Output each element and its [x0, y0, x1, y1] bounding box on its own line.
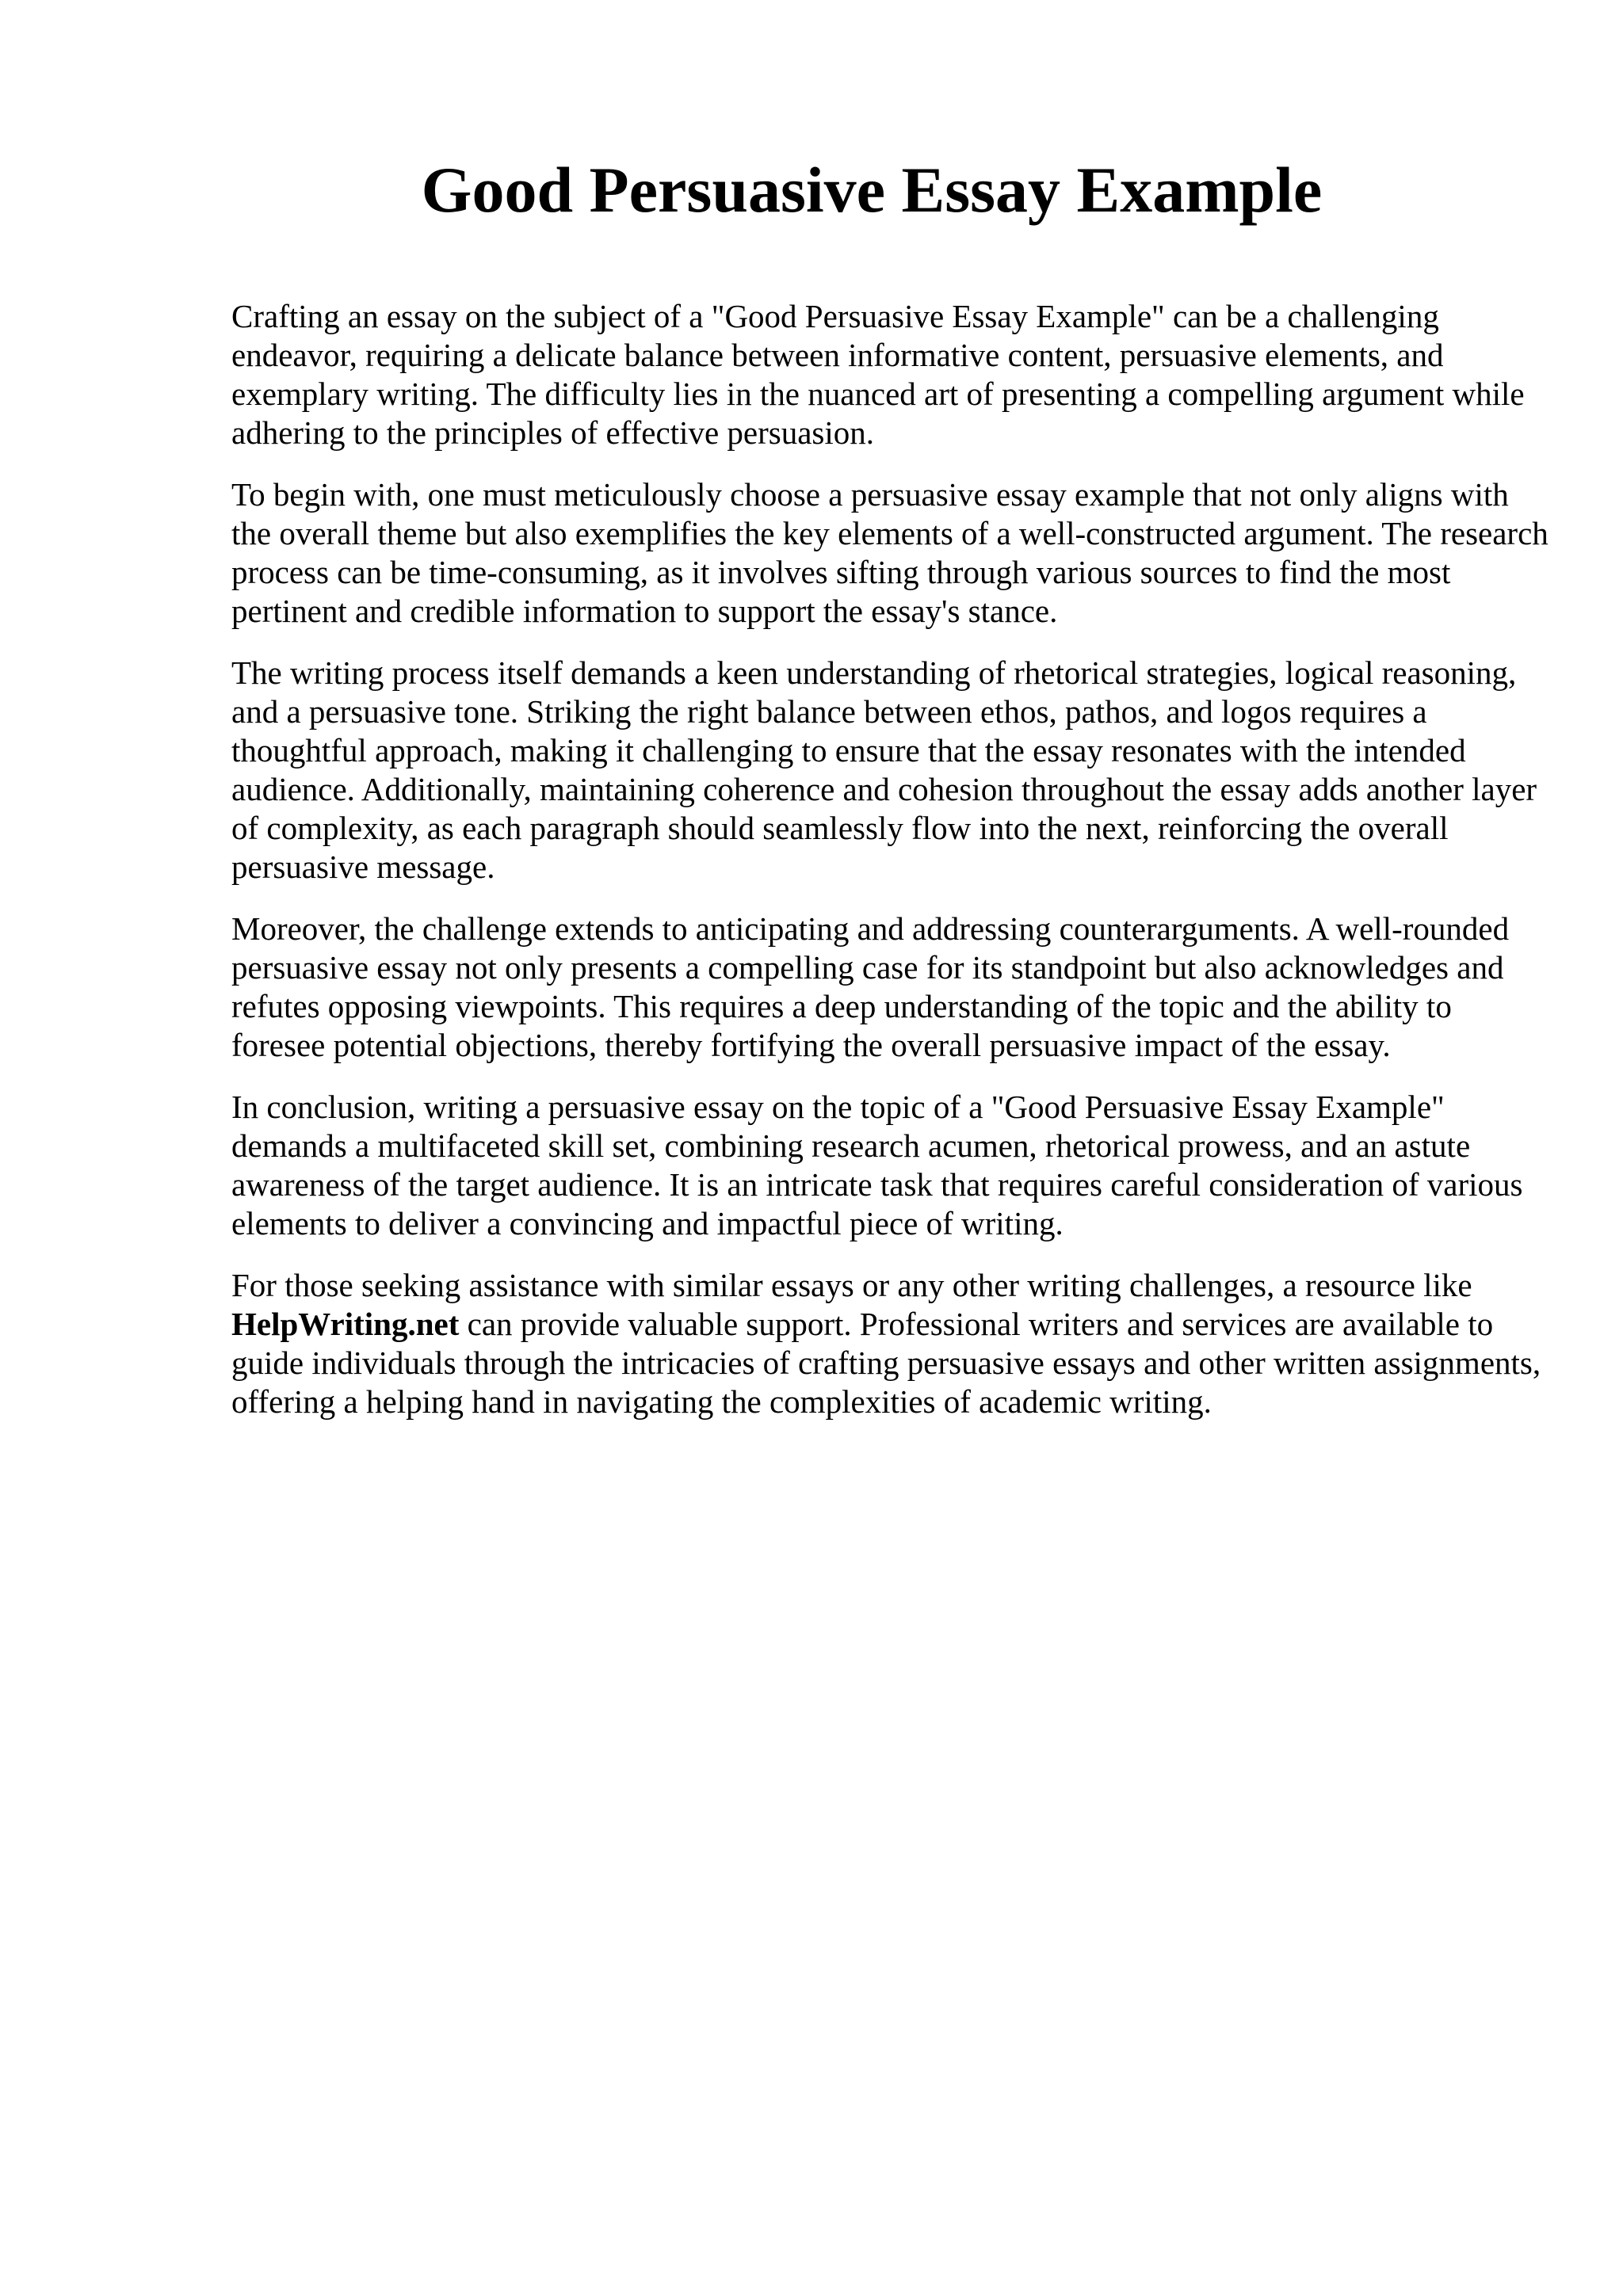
- essay-body: [231, 297, 1551, 1444]
- paragraph-closing: [231, 1266, 1551, 1421]
- paragraph-writing-process: The writing process itself demands a keen understanding of rhetorical strategies, logical reasoning, and a persuasive tone. Striking the right balance between ethos, pathos, and logos requires a thoughtful approach, making it challenging to ensure that the essay resonates with the intended audience. Additionally, maintaining coherence and cohesion throughout the essay adds another layer of complexity, as each paragraph should seamlessly flow into the next, reinforcing the overall persuasive message.: [231, 654, 1537, 885]
- brand-name: HelpWriting.net: [231, 1306, 460, 1342]
- paragraph-conclusion: In conclusion, writing a persuasive essay on the topic of a "Good Persuasive Essay Example" demands a multifaceted skill set, combining research acumen, rhetorical prowess, and an astute awareness of the target audience. It is an intricate task that requires careful consideration of various elements to deliver a convincing and impactful piece of writing.: [231, 1089, 1523, 1241]
- paragraph-counterarguments: Moreover, the challenge extends to anticipating and addressing counterarguments. A well-rounded persuasive essay not only presents a compelling case for its standpoint but also acknowledges and refutes opposing viewpoints. This requires a deep understanding of the topic and the ability to foresee potential objections, thereby fortifying the overall persuasive impact of the essay.: [231, 910, 1510, 1063]
- closing-text-after: can provide valuable support. Professional writers and services are available to guide individuals through the intricacies of crafting persuasive essays and other written assignments, offering a helping hand in navigating the complexities of academic writing.: [231, 1306, 1541, 1420]
- closing-text-before: For those seeking assistance with similar essays or any other writing challenges, a resource like: [231, 1267, 1472, 1303]
- page-title: Good Persuasive Essay Example: [421, 154, 1323, 226]
- paragraph-research: To begin with, one must meticulously choose a persuasive essay example that not only aligns with the overall theme but also exemplifies the key elements of a well-constructed argument. The research process can be time-consuming, as it involves sifting through various sources to find the most pertinent and credible information to support the essay's stance.: [231, 476, 1549, 629]
- paragraph-intro: Crafting an essay on the subject of a "Good Persuasive Essay Example" can be a challenging endeavor, requiring a delicate balance between informative content, persuasive elements, and exemplary writing. The difficulty lies in the nuanced art of presenting a compelling argument while adhering to the principles of effective persuasion.: [231, 298, 1525, 451]
